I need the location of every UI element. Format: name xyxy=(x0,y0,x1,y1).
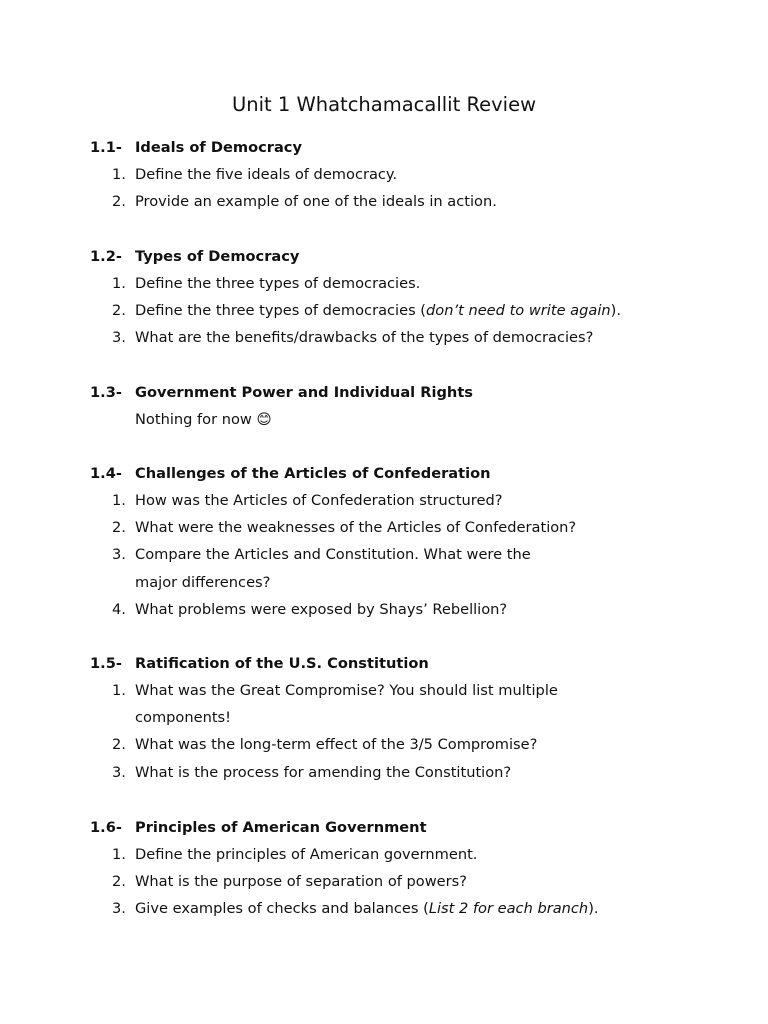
item-text: What is the purpose of separation of powers? xyxy=(135,873,467,891)
item-text: Compare the Articles and Constitution. What were the major differences? xyxy=(135,546,531,591)
item-text-end: ). xyxy=(610,302,621,320)
item-number: 3. xyxy=(112,763,126,781)
list-item xyxy=(90,161,710,188)
section-number: 1.4- xyxy=(90,465,122,482)
section-heading xyxy=(90,243,710,270)
section-government-power xyxy=(90,379,710,433)
item-number: 4. xyxy=(112,600,126,618)
item-text: Define the five ideals of democracy. xyxy=(135,166,398,183)
item-number: 3. xyxy=(112,900,126,918)
item-text: What is the process for amending the Constitution? xyxy=(135,763,512,781)
section-articles-of-confederation xyxy=(90,460,710,623)
section-principles-of-government xyxy=(90,814,710,923)
list-item xyxy=(90,868,710,895)
item-number: 1. xyxy=(112,166,126,183)
item-number: 1. xyxy=(112,846,126,863)
item-text: Define the three types of democracies. xyxy=(135,275,421,292)
list-item xyxy=(90,677,710,731)
list-item xyxy=(90,541,710,595)
section-ideals-of-democracy xyxy=(90,134,710,215)
item-text-start: Give examples of checks and balances ( xyxy=(135,900,429,918)
section-ratification xyxy=(90,650,710,786)
item-text: What problems were exposed by Shays’ Rebellion? xyxy=(135,600,508,618)
list-item xyxy=(90,188,710,215)
list-item xyxy=(90,297,710,324)
item-text-emphasis: don’t need to write again xyxy=(426,302,611,320)
item-text-end: ). xyxy=(588,900,599,918)
item-number: 2. xyxy=(112,302,126,320)
item-text: What are the benefits/drawbacks of the types of democracies? xyxy=(135,329,594,347)
item-number: 1. xyxy=(112,275,126,292)
section-title: Government Power and Individual Rights xyxy=(135,384,473,401)
list-item xyxy=(90,895,710,922)
section-number: 1.1- xyxy=(90,139,122,156)
item-number: 2. xyxy=(112,519,126,537)
section-number: 1.3- xyxy=(90,384,122,401)
list-item xyxy=(90,270,710,297)
item-text: What was the long-term effect of the 3/5 Compromise? xyxy=(135,736,538,754)
item-number: 2. xyxy=(112,873,126,891)
section-title: Principles of American Government xyxy=(135,819,427,836)
item-number: 1. xyxy=(112,492,126,509)
section-title: Ratification of the U.S. Constitution xyxy=(135,655,429,672)
item-text: What were the weaknesses of the Articles of Confederation? xyxy=(135,519,577,537)
section-number: 1.2- xyxy=(90,248,122,265)
section-heading xyxy=(90,814,710,841)
item-number: 1. xyxy=(112,682,126,699)
item-number: 3. xyxy=(112,546,126,564)
question-list xyxy=(90,841,710,923)
question-list xyxy=(90,270,710,352)
section-title: Types of Democracy xyxy=(135,248,300,265)
list-item xyxy=(90,514,710,541)
item-text: How was the Articles of Confederation structured? xyxy=(135,492,503,509)
section-heading xyxy=(90,379,710,406)
question-list xyxy=(90,487,710,623)
list-item xyxy=(90,759,710,786)
list-item xyxy=(90,841,710,868)
section-heading xyxy=(90,134,710,161)
section-heading xyxy=(90,650,710,677)
list-item xyxy=(90,596,710,623)
item-number: 2. xyxy=(112,736,126,754)
section-number: 1.5- xyxy=(90,655,122,672)
item-number: 2. xyxy=(112,193,126,211)
section-title: Challenges of the Articles of Confederation xyxy=(135,465,491,482)
section-types-of-democracy xyxy=(90,243,710,352)
list-item xyxy=(90,324,710,351)
section-title: Ideals of Democracy xyxy=(135,139,302,156)
item-text-start: Define the three types of democracies ( xyxy=(135,302,427,320)
item-text-emphasis: List 2 for each branch xyxy=(428,900,589,918)
section-note: Nothing for now 😊 xyxy=(135,411,272,428)
document-title: Unit 1 Whatchamacallit Review xyxy=(231,93,537,116)
question-list xyxy=(90,677,710,786)
section-number: 1.6- xyxy=(90,819,122,836)
item-text: What was the Great Compromise? You should list multiple components! xyxy=(135,682,558,727)
question-list xyxy=(90,161,710,215)
item-number: 3. xyxy=(112,329,126,347)
item-text: Provide an example of one of the ideals in action. xyxy=(135,193,497,211)
list-item xyxy=(90,487,710,514)
item-text: Define the principles of American government. xyxy=(135,846,478,863)
list-item xyxy=(90,731,710,758)
section-heading xyxy=(90,460,710,487)
